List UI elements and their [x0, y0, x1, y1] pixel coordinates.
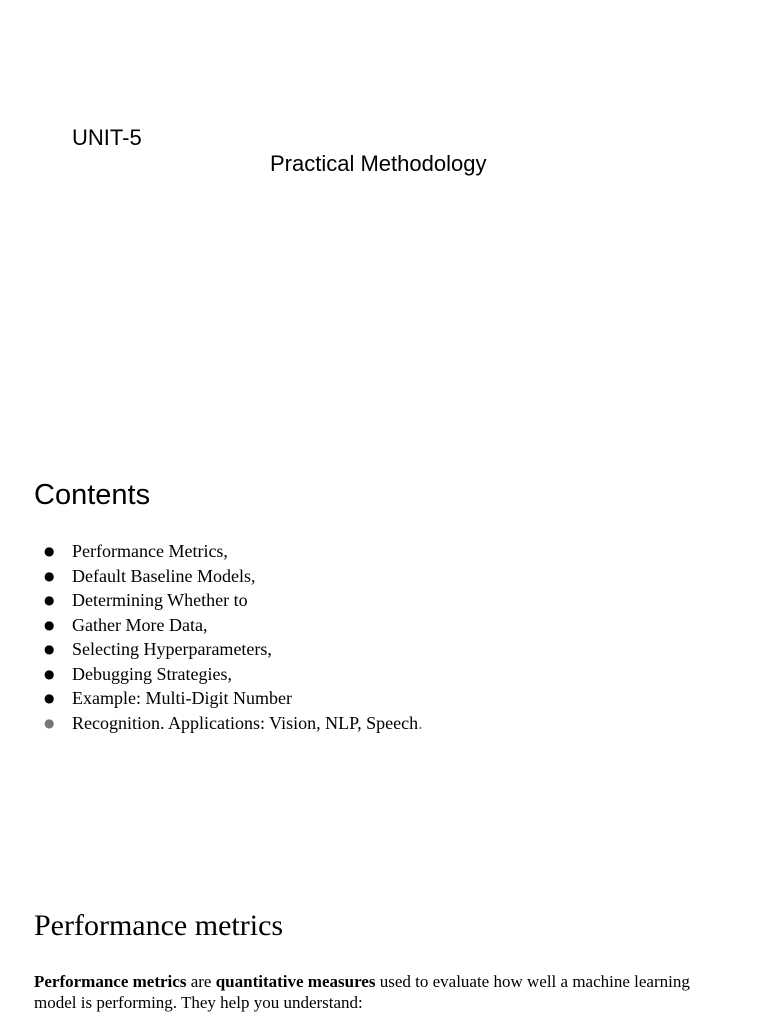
section-paragraph	[34, 971, 724, 1013]
list-item-text: Recognition. Applications: Vision, NLP, Speech	[72, 712, 419, 733]
list-item-text: Gather More Data,	[72, 614, 208, 635]
bold-term: Performance metrics	[34, 972, 187, 991]
paragraph-text: used to evaluate how well a machine learning model is performing. They help you understand:	[34, 972, 690, 1012]
contents-list	[34, 539, 423, 735]
list-item-text: Default Baseline Models,	[72, 565, 256, 586]
list-item-text: Example: Multi-Digit Number	[72, 688, 292, 708]
list-item	[34, 662, 423, 687]
list-item	[34, 686, 423, 711]
section-heading: Performance metrics	[34, 909, 284, 942]
list-item	[34, 539, 423, 564]
document-title: Practical Methodology	[270, 151, 487, 176]
list-item-text: Selecting Hyperparameters,	[72, 639, 272, 659]
bullet-icon: ●	[44, 691, 55, 705]
list-item	[34, 613, 423, 638]
bold-term: quantitative measures	[215, 972, 376, 991]
list-item	[34, 637, 423, 662]
list-item-text: Determining Whether to	[72, 590, 248, 610]
list-item	[34, 711, 423, 736]
list-item	[34, 588, 423, 613]
bullet-icon: ●	[44, 568, 55, 583]
paragraph-text: are	[186, 972, 216, 991]
unit-label: UNIT-5	[72, 125, 142, 150]
trailing-period: .	[418, 712, 423, 733]
bullet-icon: ●	[44, 617, 55, 632]
list-item-text: Performance Metrics,	[72, 541, 228, 561]
bullet-icon: ●	[44, 715, 55, 730]
bullet-icon: ●	[44, 593, 55, 607]
bullet-icon: ●	[44, 544, 55, 558]
bullet-icon: ●	[44, 666, 55, 681]
contents-heading: Contents	[34, 479, 151, 511]
list-item	[34, 564, 423, 589]
bullet-icon: ●	[44, 642, 55, 656]
list-item-text: Debugging Strategies,	[72, 663, 232, 684]
